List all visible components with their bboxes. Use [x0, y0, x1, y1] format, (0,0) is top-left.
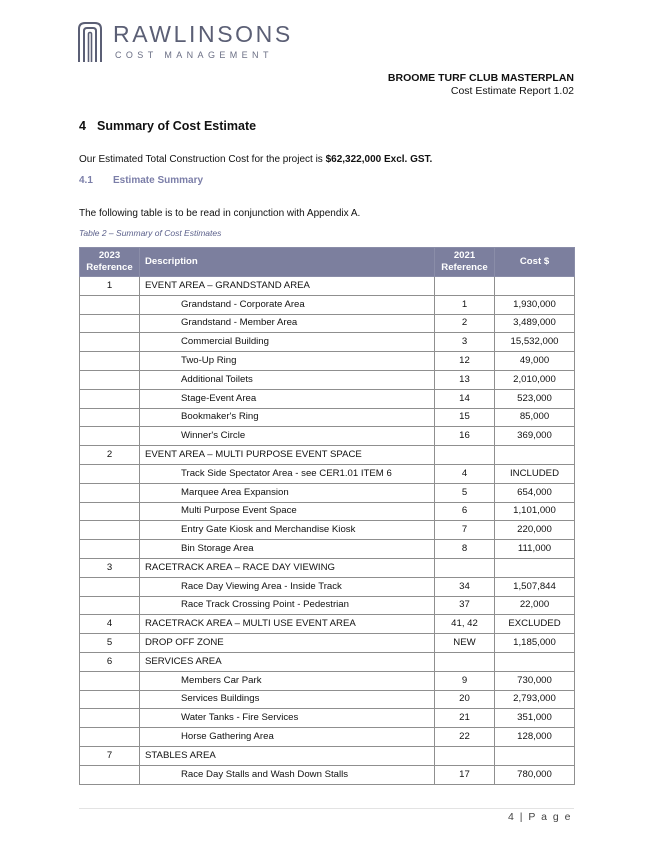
cell-cost: 1,101,000: [495, 502, 575, 521]
cell-cost: 1,930,000: [495, 295, 575, 314]
table-row: [80, 333, 575, 352]
table-row: [80, 728, 575, 747]
cell-description: Entry Gate Kiosk and Merchandise Kiosk: [140, 521, 435, 540]
cell-2021-reference: 37: [435, 596, 495, 615]
cell-2023-reference: [80, 690, 140, 709]
table-row: [80, 502, 575, 521]
cell-description: Marquee Area Expansion: [140, 483, 435, 502]
cell-description: Winner's Circle: [140, 427, 435, 446]
table-row: [80, 521, 575, 540]
cell-2021-reference: 20: [435, 690, 495, 709]
cell-cost: [495, 652, 575, 671]
cell-2023-reference: 1: [80, 277, 140, 296]
cell-2021-reference: [435, 558, 495, 577]
cell-2021-reference: NEW: [435, 634, 495, 653]
footer-divider: [79, 808, 574, 809]
cell-cost: 49,000: [495, 352, 575, 371]
logo-name: RAWLINSONS: [113, 21, 293, 47]
cell-description: RACETRACK AREA – RACE DAY VIEWING: [140, 558, 435, 577]
cell-description: SERVICES AREA: [140, 652, 435, 671]
logo-tagline: COST MANAGEMENT: [115, 50, 273, 60]
cell-2021-reference: 12: [435, 352, 495, 371]
subsection-heading: [79, 175, 203, 186]
cell-cost: [495, 446, 575, 465]
header-2023-year: 2023: [98, 250, 121, 261]
subsection-title: Estimate Summary: [113, 175, 204, 186]
table-row: [80, 558, 575, 577]
cell-description: EVENT AREA – GRANDSTAND AREA: [140, 277, 435, 296]
cell-2023-reference: [80, 408, 140, 427]
header-description: Description: [140, 248, 435, 277]
total-cost-text: Our Estimated Total Construction Cost for the project is: [79, 154, 326, 165]
table-caption: Table 2 – Summary of Cost Estimates: [79, 228, 222, 238]
cell-cost: 220,000: [495, 521, 575, 540]
cell-2023-reference: [80, 464, 140, 483]
cell-cost: INCLUDED: [495, 464, 575, 483]
cell-2023-reference: [80, 521, 140, 540]
cell-cost: 1,507,844: [495, 577, 575, 596]
cell-cost: 3,489,000: [495, 314, 575, 333]
cell-2021-reference: 41, 42: [435, 615, 495, 634]
cell-cost: EXCLUDED: [495, 615, 575, 634]
table-row: [80, 483, 575, 502]
cell-2021-reference: 16: [435, 427, 495, 446]
cell-2023-reference: [80, 352, 140, 371]
cell-2021-reference: 6: [435, 502, 495, 521]
cell-2021-reference: 15: [435, 408, 495, 427]
table-row: [80, 765, 575, 784]
table-row: [80, 314, 575, 333]
cell-description: Bookmaker's Ring: [140, 408, 435, 427]
cell-2023-reference: [80, 295, 140, 314]
cell-description: Two-Up Ring: [140, 352, 435, 371]
cell-cost: 730,000: [495, 671, 575, 690]
cell-cost: 2,793,000: [495, 690, 575, 709]
cell-2021-reference: 5: [435, 483, 495, 502]
cell-2023-reference: [80, 765, 140, 784]
cell-cost: 2,010,000: [495, 370, 575, 389]
cell-2023-reference: 5: [80, 634, 140, 653]
cell-2021-reference: 4: [435, 464, 495, 483]
table-row: [80, 427, 575, 446]
header-2021-year: 2021: [453, 250, 476, 261]
section-heading: [79, 119, 256, 133]
cell-cost: 15,532,000: [495, 333, 575, 352]
header-2023-reference: [80, 248, 140, 277]
table-row: [80, 464, 575, 483]
cell-2023-reference: 3: [80, 558, 140, 577]
total-cost-paragraph: [79, 154, 432, 165]
cell-description: Stage-Event Area: [140, 389, 435, 408]
cell-cost: 85,000: [495, 408, 575, 427]
table-row: [80, 690, 575, 709]
cell-2023-reference: [80, 427, 140, 446]
cell-description: Race Day Viewing Area - Inside Track: [140, 577, 435, 596]
cell-cost: [495, 746, 575, 765]
header-cost: Cost $: [495, 248, 575, 277]
cell-cost: 111,000: [495, 540, 575, 559]
table-row: [80, 652, 575, 671]
cell-2021-reference: [435, 446, 495, 465]
table-row: [80, 596, 575, 615]
cell-2021-reference: 3: [435, 333, 495, 352]
cell-2023-reference: [80, 483, 140, 502]
table-body: [80, 277, 575, 785]
cell-cost: [495, 558, 575, 577]
cell-description: Race Day Stalls and Wash Down Stalls: [140, 765, 435, 784]
cell-cost: 351,000: [495, 709, 575, 728]
cell-2021-reference: 22: [435, 728, 495, 747]
cell-cost: 523,000: [495, 389, 575, 408]
cell-description: Services Buildings: [140, 690, 435, 709]
cell-2023-reference: [80, 728, 140, 747]
table-row: [80, 352, 575, 371]
cell-description: DROP OFF ZONE: [140, 634, 435, 653]
cell-2023-reference: [80, 540, 140, 559]
cell-description: Track Side Spectator Area - see CER1.01 ITEM 6: [140, 464, 435, 483]
cell-description: Members Car Park: [140, 671, 435, 690]
cell-2023-reference: 4: [80, 615, 140, 634]
cell-2023-reference: 2: [80, 446, 140, 465]
cell-2021-reference: [435, 746, 495, 765]
page-number: 4 | P a g e: [508, 811, 572, 823]
table-row: [80, 709, 575, 728]
cell-2021-reference: 1: [435, 295, 495, 314]
cell-2023-reference: [80, 333, 140, 352]
total-cost-value: $62,322,000 Excl. GST.: [325, 154, 433, 165]
cell-2021-reference: [435, 277, 495, 296]
cell-2021-reference: 8: [435, 540, 495, 559]
cell-description: Horse Gathering Area: [140, 728, 435, 747]
table-header-row: [80, 248, 575, 277]
table-row: [80, 615, 575, 634]
cell-description: STABLES AREA: [140, 746, 435, 765]
header-2021-reference: [435, 248, 495, 277]
cell-description: Race Track Crossing Point - Pedestrian: [140, 596, 435, 615]
logo-mark-icon: [78, 22, 102, 62]
table-row: [80, 577, 575, 596]
cell-2023-reference: [80, 671, 140, 690]
cell-2023-reference: [80, 596, 140, 615]
cell-2021-reference: 21: [435, 709, 495, 728]
cell-2021-reference: [435, 652, 495, 671]
cell-2021-reference: 14: [435, 389, 495, 408]
cost-estimate-table: [79, 247, 575, 785]
cell-2023-reference: [80, 314, 140, 333]
cell-2021-reference: 9: [435, 671, 495, 690]
cell-2023-reference: [80, 709, 140, 728]
cell-2021-reference: 2: [435, 314, 495, 333]
section-title: Summary of Cost Estimate: [97, 119, 257, 133]
cell-2021-reference: 7: [435, 521, 495, 540]
cell-cost: [495, 277, 575, 296]
document-header: [388, 72, 574, 98]
cell-cost: 22,000: [495, 596, 575, 615]
subsection-number: 4.1: [79, 175, 93, 186]
project-title: BROOME TURF CLUB MASTERPLAN: [387, 72, 574, 84]
header-2023-label: Reference: [86, 262, 133, 273]
cell-description: RACETRACK AREA – MULTI USE EVENT AREA: [140, 615, 435, 634]
cell-2023-reference: 6: [80, 652, 140, 671]
cell-description: Water Tanks - Fire Services: [140, 709, 435, 728]
cell-2021-reference: 13: [435, 370, 495, 389]
cell-description: Grandstand - Member Area: [140, 314, 435, 333]
cell-description: EVENT AREA – MULTI PURPOSE EVENT SPACE: [140, 446, 435, 465]
cell-2023-reference: [80, 389, 140, 408]
company-logo: [78, 21, 293, 62]
cell-cost: 369,000: [495, 427, 575, 446]
cell-description: Bin Storage Area: [140, 540, 435, 559]
cell-cost: 780,000: [495, 765, 575, 784]
table-row: [80, 540, 575, 559]
table-row: [80, 746, 575, 765]
table-note: The following table is to be read in conjunction with Appendix A.: [79, 208, 361, 219]
cell-description: Commercial Building: [140, 333, 435, 352]
table-row: [80, 671, 575, 690]
cell-cost: 128,000: [495, 728, 575, 747]
table-row: [80, 446, 575, 465]
header-2021-label: Reference: [441, 262, 488, 273]
cell-2023-reference: 7: [80, 746, 140, 765]
cell-cost: 654,000: [495, 483, 575, 502]
cell-2021-reference: 34: [435, 577, 495, 596]
table-row: [80, 370, 575, 389]
table-row: [80, 277, 575, 296]
cell-2023-reference: [80, 502, 140, 521]
table-row: [80, 408, 575, 427]
cell-description: Additional Toilets: [140, 370, 435, 389]
cell-description: Multi Purpose Event Space: [140, 502, 435, 521]
cell-2021-reference: 17: [435, 765, 495, 784]
report-name: Cost Estimate Report 1.02: [450, 85, 574, 97]
cell-cost: 1,185,000: [495, 634, 575, 653]
table-row: [80, 389, 575, 408]
table-row: [80, 295, 575, 314]
table-row: [80, 634, 575, 653]
cell-2023-reference: [80, 370, 140, 389]
cell-2023-reference: [80, 577, 140, 596]
section-number: 4: [79, 119, 86, 133]
cell-description: Grandstand - Corporate Area: [140, 295, 435, 314]
